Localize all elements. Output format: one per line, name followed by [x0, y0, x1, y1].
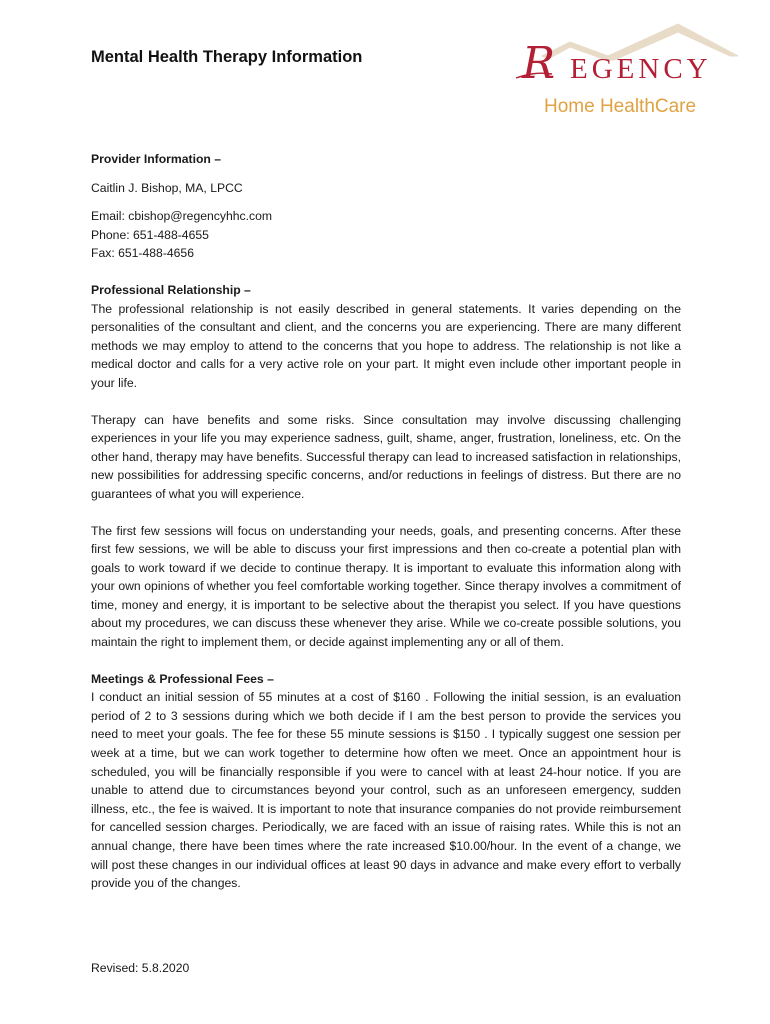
revised-date: Revised: 5.8.2020 [91, 961, 190, 975]
provider-name: Caitlin J. Bishop, MA, LPCC [91, 180, 243, 195]
risks-paragraph: Therapy can have benefits and some risks. Since consultation may involve discussing challenging experiences in your life you may experience sadness, guilt, shame, anger, frustration, loneliness, etc. On the other hand, therapy may have benefits. Successful therapy can lead to increased satisfaction in relationships, new possibilities for addressing specific concerns, and/or reductions in feelings of distress. But there are no guarantees of what you will experience. [91, 412, 681, 501]
page-title: Mental Health Therapy Information [91, 48, 363, 66]
provider-fax: Fax: 651-488-4656 [91, 246, 194, 261]
fees-paragraph: I conduct an initial session of 55 minutes at a cost of $160 . Following the initial session, is an evaluation period of 2 to 3 sessions during which we both decide if I am the best person to provide the services you need to meet your goals. The fee for these 55 minute sessions is $150 . I typically suggest one session per week at a time, but we can work together to determine how often we meet. Once an appointment hour is scheduled, you will be financially responsible if you were to cancel with at least 24-hour notice. If you are unable to attend due to circumstances beyond your control, such as an unforeseen emergency, sudden illness, etc., the fee is waived. It is important to note that insurance companies do not provide reimbursement for cancelled session charges. Periodically, we are faced with an issue of raising rates. While this is not an annual change, there have been times where the rate increased $10.00/hour. In the event of a change, we will post these changes in our individual offices at least 90 days in advance and make every effort to verbally provide you of the changes. [91, 690, 681, 891]
logo-tagline: Home HealthCare [544, 96, 697, 117]
provider-heading: Provider Information – [91, 152, 222, 166]
relationship-heading: Professional Relationship – [91, 282, 251, 297]
fees-heading: Meetings & Professional Fees – [91, 671, 274, 686]
regency-logo [508, 16, 744, 122]
first-sessions-paragraph: The first few sessions will focus on understanding your needs, goals, and presenting concerns. After these first few sessions, we will be able to discuss your first impressions and then co-create a potential plan with goals to work toward if we decide to continue therapy. It is important to evaluate this information along with your own opinions of whether you feel comfortable working together. Since therapy involves a commitment of time, money and energy, it is important to be selective about the therapist you select. If you have questions about my procedures, we can discuss these whenever they arise. While we co-create possible solutions, you maintain the right to implement them, or decide against implementing any or all of them. [91, 523, 681, 650]
logo-initial: R [522, 38, 556, 89]
logo-brand: EGENCY [570, 53, 712, 85]
provider-email: Email: cbishop@regencyhhc.com [91, 209, 273, 224]
document-body [91, 150, 681, 893]
provider-phone: Phone: 651-488-4655 [91, 227, 209, 242]
relationship-paragraph: The professional relationship is not easily described in general statements. It varies depending on the personalities of the consultant and client, and the concerns you are experiencing. There are many different methods we may employ to attend to the concerns that you hope to address. The relationship is not like a medical doctor and calls for a very active role on your part. It might even include other important people in your life. [91, 301, 681, 390]
